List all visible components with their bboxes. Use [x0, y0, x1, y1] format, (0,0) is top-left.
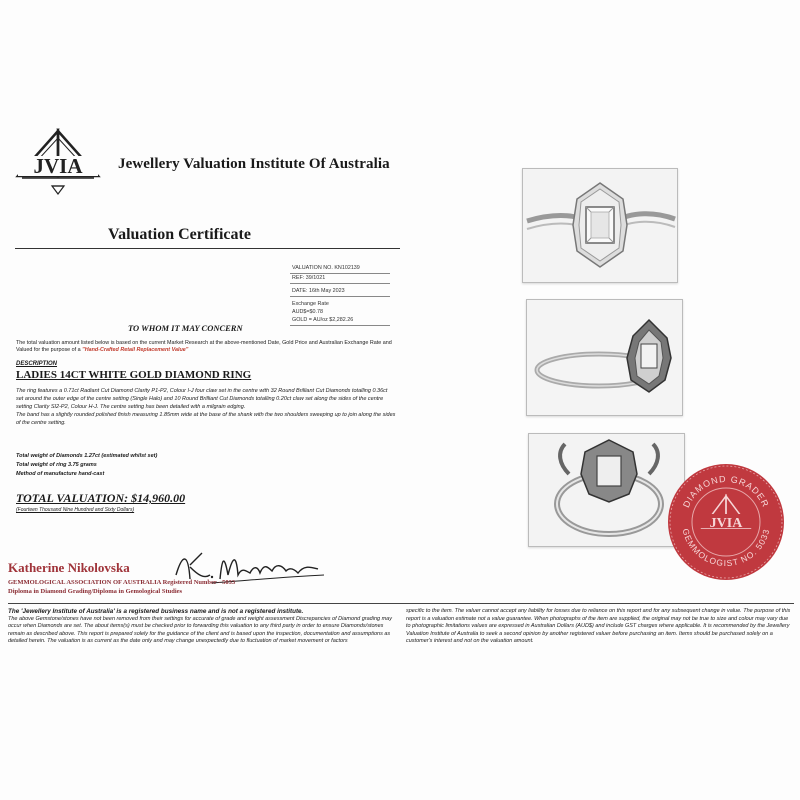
- diploma: Diploma in Diamond Grading/Diploma in Gemological Studies: [8, 588, 183, 595]
- certificate-title: Valuation Certificate: [108, 226, 251, 243]
- salutation: TO WHOM IT MAY CONCERN: [128, 323, 243, 333]
- ring-title: LADIES 14CT WHITE GOLD DIAMOND RING: [16, 369, 252, 381]
- footer-disclaimer-left: [8, 608, 392, 646]
- ring-photo-front: [528, 433, 685, 547]
- diamond-grader-seal-icon: [664, 460, 788, 584]
- jvia-logo-icon: [14, 128, 102, 206]
- org-name: Jewellery Valuation Institute Of Australia: [118, 156, 390, 172]
- footer-left-text: The above Gemstone/stones have not been removed from their settings for accurate of grade and weight assessment Discrepancies of Diamond grading may occur when Diamonds are set. The about items(s) must be checked prior to forwarding this valuation to any third party in order to ensure Diamonds/stones remain as described above. This report is prepared solely for the guidance of the client and is based upon the inspection, documentation and assumptions as detailed herein. The valuation is as current as the date only and may change unexpectedly due to fluctuation of market movement or factors: [8, 615, 392, 645]
- footer-disclaimer-right: specific to the item. The valuer cannot accept any liability for losses due to reliance on this report and for any subsequent change in value. The purpose of this report is a valuation estimate not a value guarantee. When photographs of the item are supplied, the original may not be true to size and colour may vary due to photographic limitations values are expressed in Australian Dollars (AUD$) and include GST charges where applicable. It is recommended by the Jewellery Valuation Institute of Australia to seek a second opinion by another registered valuer before purchasing an item. Items should be purchased solely on a customer's interest and not on the valuation amount.: [406, 608, 791, 645]
- footer-divider: [8, 603, 794, 604]
- signer-name: Katherine Nikolovska: [8, 560, 130, 575]
- intro-text: The total valuation amount listed below is based on the current Market Research at the above-mentioned Date, Gold Price and Australian Exchange Rate and Valued for the purpose of a: [16, 340, 392, 353]
- weights-block: [16, 452, 157, 479]
- description-text: The ring features a 0.71ct Radiant Cut Diamond Clarity P1-P2, Colour I-J four claw set in the centre with 32 Round Brilliant Cut Diamonds totalling 0.36ct set around the outer edge of the centre setting (Single Halo) and 10 Round Brilliant Cut Diamonds totalling 0.20ct claw set along the sides of the centre setting Clarity SI2-P2, Colour H-J. The centre setting has been detailed with a milgrain edging.: [16, 388, 388, 410]
- valuation-date: DATE: 16th May 2023: [290, 287, 390, 297]
- gold-price: GOLD = AU/oz $2,282.26: [290, 316, 390, 326]
- exchange-label: Exchange Rate: [292, 301, 329, 307]
- total-valuation: TOTAL VALUATION: $14,960.00: [16, 491, 186, 505]
- total-valuation-words: (Fourteen Thousand Nine Hundred and Sixty Dollars): [16, 507, 135, 513]
- valuation-number: VALUATION NO. KN102139: [290, 264, 390, 274]
- ring-front-view-image: [529, 434, 684, 546]
- description-block: [16, 387, 396, 427]
- exchange-aud: AUD$=$0.78: [292, 309, 324, 315]
- ring-top-view-image: [523, 169, 677, 282]
- manufacture-method: Method of manufacture hand-cast: [16, 471, 105, 477]
- seal-center-text: JVIA: [709, 516, 743, 531]
- valuation-ref: REF: 39/1021: [290, 274, 390, 284]
- logo-text: JVIA: [33, 154, 83, 178]
- association: GEMMOLOGICAL ASSOCIATION OF AUSTRALIA Registered Number - 5033: [8, 579, 236, 586]
- weight-diamonds: Total weight of Diamonds 1.27ct (estimated whilst set): [16, 453, 158, 459]
- seal-bottom-text: GEMMOLOGIST NO. 5033: [680, 527, 772, 569]
- ring-photo-side: [526, 299, 683, 416]
- footer-lead: The 'Jewellery Institute of Australia' is a registered business name and is not a registered institute.: [8, 608, 304, 615]
- ring-photo-top: [522, 168, 678, 283]
- valuation-details-box: [290, 264, 390, 326]
- valuation-purpose: "Hand-Crafted Retail Replacement Value": [82, 347, 189, 353]
- ring-side-view-image: [527, 300, 682, 415]
- band-text: The band has a slightly rounded polished finish measuring 1.85mm wide at the base of the shank with the two shoulders sweeping up to join along the sides of the centre setting.: [16, 412, 396, 426]
- weight-ring: Total weight of ring 3.75 grams: [16, 462, 97, 468]
- intro-paragraph: [16, 340, 396, 354]
- signer-credentials: [8, 578, 235, 596]
- divider: [15, 248, 400, 249]
- seal-top-text: DIAMOND GRADER: [681, 473, 771, 510]
- description-label: DESCRIPTION: [16, 361, 58, 367]
